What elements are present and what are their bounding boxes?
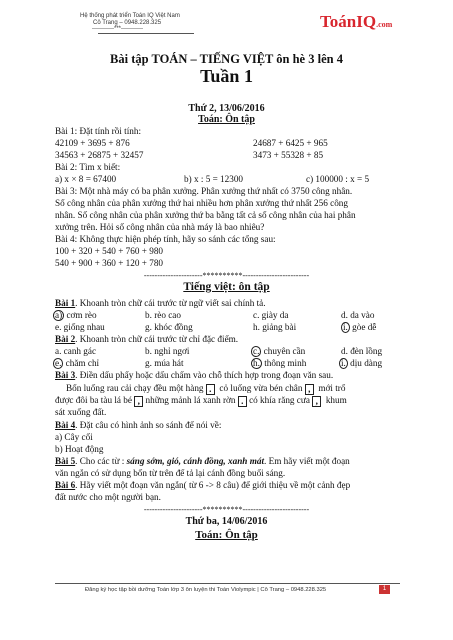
tv-b6-line2: đất nước cho một người bạn. [55,492,161,502]
logo-right: IQ [356,12,377,31]
math-b1-r2-right: 3473 + 55328 + 85 [253,150,324,160]
separator-1: ----------------------**********------------------------- [143,271,310,280]
tv-b5-line2: văn ngắn có sử dụng bốn từ trên để tả lại cánh đồng buổi sáng. [55,468,286,478]
tv-b2-heading [55,334,238,345]
logo [320,12,392,32]
answer-box[interactable]: , [134,396,143,407]
tv-b4-label: Bài 4 [55,420,76,430]
tv-b2-c: c. chuyên cần [253,346,306,356]
footer-text: Đăng ký học tập bồi dưỡng Toán lớp 3 ôn luyện thi Toán Violympic | Cô Trang – 0948.228.325 [85,587,327,593]
math-b2-b: b) x : 5 = 12300 [184,174,244,184]
circle-mark: a) [55,310,63,320]
math-b1-r1-left: 42109 + 3695 + 876 [55,138,130,148]
tv-b1-i: i. gòe dễ [343,322,377,332]
tv-b1-d: d. da vào [341,310,375,320]
circle-mark: i. [343,322,348,332]
page-number: 1 [379,585,390,594]
week-title: Tuần 1 [200,66,253,86]
day2-subject: Toán: Ôn tập [195,529,258,541]
circle-mark: c. [253,346,260,356]
footer-rule [55,583,400,584]
tv-b4-text: . Đặt câu có hình ảnh so sánh để nói về: [75,420,222,430]
tv-b1-text: . Khoanh tròn chữ cái trước từ ngữ viết sai chính tả. [75,298,266,308]
tv-b2-b: b. nghỉ ngơi [145,346,190,356]
tv-b3-line2: được đôi ba tàu lá bé , những mảnh lá xanh rờn . có khía răng cưa , khum [55,395,347,406]
tv-b2-g: g. múa hát [145,358,184,368]
math-b3-line2: Số công nhân của phân xưởng thứ hai nhiều hơn phân xưởng thứ nhất 256 công [55,198,348,208]
header-underline [98,33,194,34]
circle-mark: e. [55,358,62,368]
tv-b6-label: Bài 6 [55,480,76,490]
tv-b5-rest: . Em hãy viết một đoạn [264,456,350,466]
tv-b3-line3: sát xuống đất. [55,407,107,417]
math-b1-r1-right: 24687 + 6425 + 965 [253,138,328,148]
tv-b6-heading [55,480,350,491]
logo-left: Toán [320,12,357,31]
tv-b1-label: Bài 1 [55,298,76,308]
tv-subject: Tiếng việt: ôn tập [183,281,270,293]
header-contact: Cô Trang – 0948.228.325 [93,20,162,26]
tv-b1-heading [55,298,266,309]
tv-b2-e: e. chăm chỉ [55,358,100,368]
math-b3-line4: xưởng trên. Hỏi số công nhân của nhà máy là bao nhiêu? [55,222,265,232]
tv-b2-label: Bài 2 [55,334,76,344]
answer-box[interactable]: , [305,384,314,395]
logo-suffix: .com [376,20,393,29]
day1-date: Thứ 2, 13/06/2016 [188,103,265,114]
tv-b5-heading [55,456,350,467]
tv-b3-label: Bài 3 [55,370,76,380]
tv-b2-a: a. canh gác [55,346,97,356]
math-b3-line1: Bài 3: Một nhà máy có ba phân xưởng. Phân xưởng thứ nhất có 3750 công nhân. [55,186,353,196]
tv-b1-h: h. giảng bài [253,322,297,332]
circle-mark: i. [341,358,346,368]
tv-b1-g: g. khóc đồng [145,322,193,332]
tv-b1-c: c. giày da [253,310,289,320]
math-b1-title: Bài 1: Đặt tính rồi tính: [55,126,141,136]
circle-mark: h. [253,358,260,368]
math-b2-a: a) x × 8 = 67400 [55,174,117,184]
tv-b5-label: Bài 5 [55,456,76,466]
tv-b2-text: . Khoanh tròn chữ cái trước từ chỉ đặc điểm. [75,334,239,344]
tv-b3-line1: Bốn luống rau cải chạy đều một hàng . cỏ luống vừa bén chân , mới trổ [66,383,346,394]
header-divider: -----------***----------- [92,26,143,32]
tv-b2-i: i. dịu dàng [341,358,383,368]
answer-box[interactable]: , [312,396,321,407]
tv-b4-b: b) Hoạt động [55,444,104,454]
tv-b1-e: e. giống nhau [55,322,105,332]
answer-box[interactable]: . [206,384,215,395]
tv-b4-heading [55,420,221,431]
day2-date: Thứ ba, 14/06/2016 [185,516,268,527]
math-b2-title: Bài 2: Tìm x biết: [55,162,121,172]
page-title: Bài tập TOÁN – TIẾNG VIỆT ôn hè 3 lên 4 [110,52,343,66]
tv-b5-words: sáng sớm, gió, cánh đồng, xanh mát [126,456,265,466]
tv-b2-h: h. thông minh [253,358,307,368]
tv-b5-text: . Cho các từ : [75,456,127,466]
tv-b2-d: d. đèn lồng [341,346,383,356]
separator-2: ----------------------**********------------------------- [143,505,310,514]
math-b4-line2: 540 + 900 + 360 + 120 + 780 [55,258,164,268]
day1-subject: Toán: Ôn tập [198,114,255,125]
math-b2-c: c) 100000 : x = 5 [306,174,370,184]
tv-b6-text: . Hãy viết một đoạn văn ngắn( từ 6 -> 8 câu) để giới thiệu về một cảnh đẹp [75,480,351,490]
tv-b3-text: . Điền dấu phẩy hoặc dấu chấm vào chỗ thích hợp trong đoạn văn sau. [75,370,334,380]
answer-box[interactable]: . [238,396,247,407]
math-b4-line1: 100 + 320 + 540 + 760 + 980 [55,246,164,256]
math-b3-line3: nhân. Số công nhân của phân xưởng thứ ba bằng tất cả số công nhân của hai phân [55,210,356,220]
header-org: Hệ thống phát triển Toán IQ Việt Nam [80,13,180,19]
math-b4-title: Bài 4: Không thực hiện phép tính, hãy so sánh các tổng sau: [55,234,276,244]
tv-b3-heading [55,370,333,381]
tv-b1-a: a) cơm rèo [55,310,97,320]
tv-b4-a: a) Cây cối [55,432,93,442]
math-b1-r2-left: 34563 + 26875 + 32457 [55,150,144,160]
tv-b1-b: b. rèo cao [145,310,181,320]
